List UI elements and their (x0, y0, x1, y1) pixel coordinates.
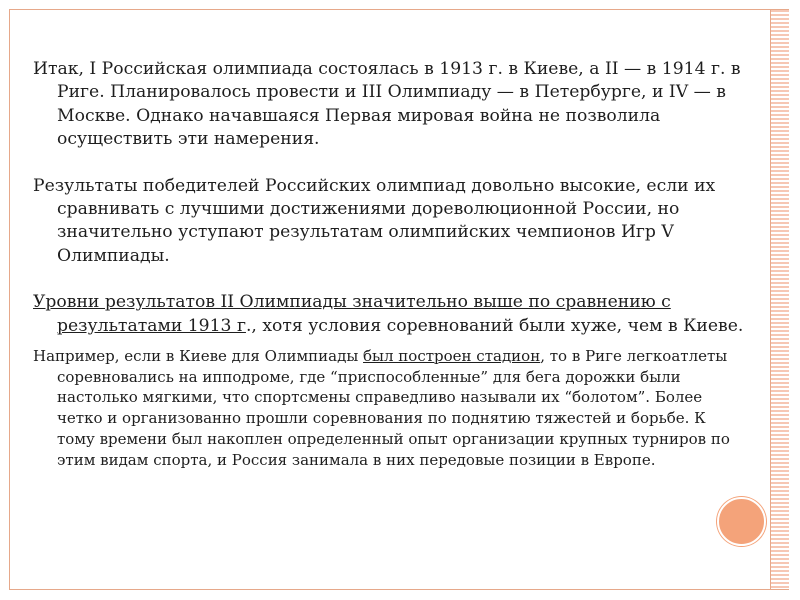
paragraph-olympiads-history: Итак, I Российская олимпиада состоялась в 1913 г. в Киеве, а II — в 1914 г. в Риге. Планировалось провести и III Олимпиаду — в Петербурге, и IV — в Москве. Однако начавшаяся Первая мировая война не позволила осуществить эти намерения. (33, 59, 741, 150)
example-text-after: , то в Риге легкоатлеты соревновались на ипподроме, где “приспособленные” для бега дорожки были настолько мягкими, что спортсмены справедливо называли их “болотом”. Более четко и организованно прошли соревнования по поднятию тяжестей и борьбе. К тому времени был накоплен определенный опыт организации крупных турниров по этим видам спорта, и Россия занимала в них передовые позиции в Европе. (57, 347, 730, 469)
paragraph-second-olympiad-rest: ., хотя условия соревнований были хуже, чем в Киеве. (245, 315, 744, 336)
underlined-text-stadium: был построен стадион (363, 347, 541, 366)
example-text-before: Например, если в Киеве для Олимпиады (33, 347, 364, 366)
paragraph-example-riga (33, 346, 747, 470)
decorative-circle (717, 497, 766, 546)
decorative-stripe (770, 10, 789, 589)
paragraph-second-olympiad (33, 291, 763, 338)
underlined-text-results-1913: Уровни результатов II Олимпиады значительно выше по сравнению с результатами 1913 г (33, 292, 671, 336)
slide-content (33, 58, 763, 470)
paragraph-results: Результаты победителей Российских олимпиад довольно высокие, если их сравнивать с лучшими достижениями дореволюционной России, но значительно уступают результатам олимпийских чемпионов Игр V Олимпиады. (33, 175, 716, 266)
